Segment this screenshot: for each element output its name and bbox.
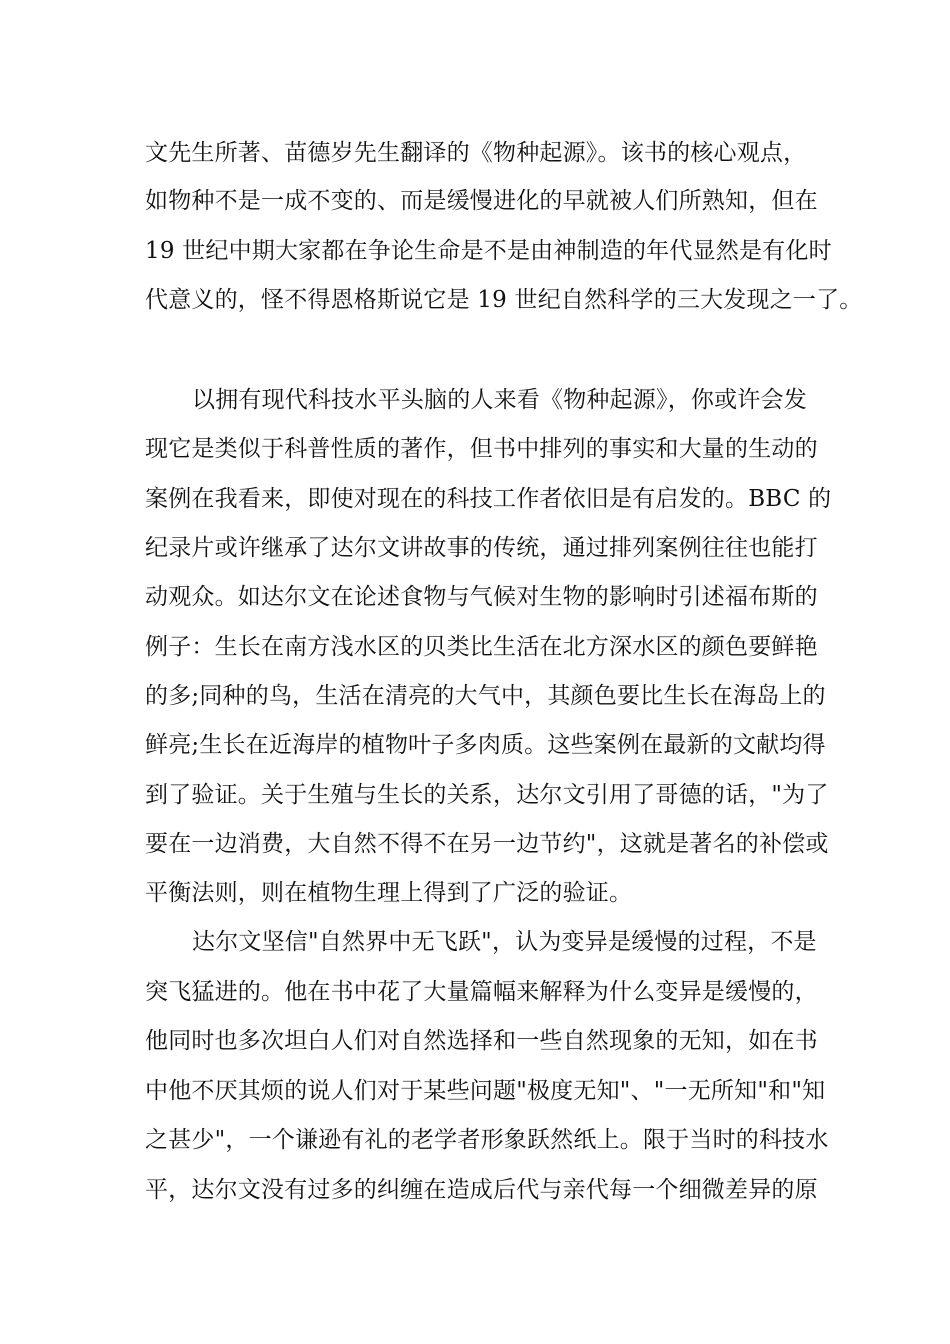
text-line: 19 世纪中期大家都在争论生命是不是由神制造的年代显然是有化时 (145, 238, 832, 264)
text-line: 中他不厌其烦的说人们对于某些问题"极度无知"、"一无所知"和"知 (145, 1078, 826, 1104)
text-line: 代意义的，怪不得恩格斯说它是 19 世纪自然科学的三大发现之一了。 (145, 287, 863, 313)
text-line: 现它是类似于科普性质的著作，但书中排列的事实和大量的生动的 (145, 436, 818, 462)
text-line: 平，达尔文没有过多的纠缠在造成后代与亲代每一个细微差异的原 (145, 1177, 818, 1203)
text-line: 到了验证。关于生殖与生长的关系，达尔文引用了哥德的话，"为了 (145, 782, 829, 808)
text-line: 突飞猛进的。他在书中花了大量篇幅来解释为什么变异是缓慢的， (145, 979, 818, 1005)
text-line: 之甚少"，一个谦逊有礼的老学者形象跃然纸上。限于当时的科技水 (145, 1127, 829, 1153)
text-line: 平衡法则，则在植物生理上得到了广泛的验证。 (145, 880, 633, 906)
text-line: 的多;同种的鸟，生活在清亮的大气中，其颜色要比生长在海岛上的 (145, 683, 826, 709)
paragraph-first-line: 达尔文坚信"自然界中无飞跃"，认为变异是缓慢的过程，不是 (192, 929, 817, 955)
text-line: 案例在我看来，即使对现在的科技工作者依旧是有启发的。BBC 的 (145, 486, 832, 512)
text-line: 文先生所著、苗德岁先生翻译的《物种起源》。该书的核心观点， (145, 140, 807, 166)
text-line: 如物种不是一成不变的、而是缓慢进化的早就被人们所熟知，但在 (145, 188, 818, 214)
text-line: 要在一边消费，大自然不得不在另一边节约"，这就是著名的补偿或 (145, 831, 829, 857)
text-line: 鲜亮;生长在近海岸的植物叶子多肉质。这些案例在最新的文献均得 (145, 732, 826, 758)
text-line: 例子：生长在南方浅水区的贝类比生活在北方深水区的颜色要鲜艳 (145, 634, 818, 660)
text-line: 他同时也多次坦白人们对自然选择和一些自然现象的无知，如在书 (145, 1028, 818, 1054)
text-line: 纪录片或许继承了达尔文讲故事的传统，通过排列案例往往也能打 (145, 535, 818, 561)
paragraph-first-line: 以拥有现代科技水平头脑的人来看《物种起源》，你或许会发 (192, 387, 807, 413)
text-line: 动观众。如达尔文在论述食物与气候对生物的影响时引述福布斯的 (145, 584, 818, 610)
